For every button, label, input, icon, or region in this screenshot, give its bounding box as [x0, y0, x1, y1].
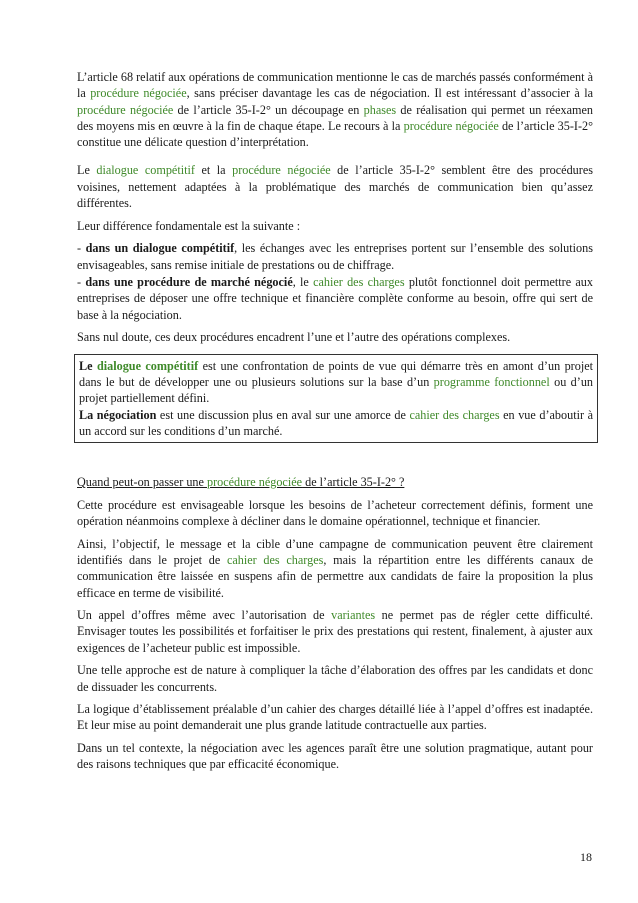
page-content	[77, 69, 593, 779]
text: Un appel d’offres même avec l’autorisation de	[77, 608, 332, 623]
keyword: phases	[363, 102, 397, 117]
comparison-paragraph	[77, 162, 593, 211]
text: Ainsi, l’objectif, le message et la cible d’une campagne de communication peuvent être clairement identifiés dans le projet de	[77, 536, 593, 567]
definition-box	[74, 354, 598, 443]
keyword: procédure négociée	[206, 475, 303, 490]
text: ou d’un projet partiellement défini.	[79, 374, 594, 406]
text: est une discussion plus en aval sur une amorce de	[156, 407, 410, 422]
text: de l’article 35-I-2° ?	[302, 475, 405, 490]
bold-term: Le	[79, 358, 97, 373]
text: de l’article 35-I-2° un découpage en	[173, 102, 364, 117]
keyword: variantes	[331, 608, 376, 623]
keyword: cahier des charges	[313, 275, 405, 290]
difference-intro: Leur différence fondamentale est la suivante :	[77, 218, 301, 233]
keyword: procédure négociée	[403, 118, 499, 133]
bullet-negociee	[77, 274, 593, 323]
dash: -	[77, 241, 86, 256]
keyword: dialogue compétitif	[96, 358, 199, 373]
bold-term: dans une procédure de marché négocié	[85, 275, 293, 290]
bullet-dialogue	[77, 240, 593, 273]
text: est une confrontation de points de vue qui démarre très en amont d’un projet dans le but de développer une ou plusieurs solutions sur la base d’un	[79, 358, 593, 389]
campaign-paragraph	[77, 536, 593, 601]
complex-operations-paragraph: Sans nul doute, ces deux procédures encadrent l’une et l’autre des opérations complexes.	[77, 330, 511, 345]
text: Quand peut-on passer une	[77, 475, 207, 490]
logic-paragraph: La logique d’établissement préalable d’un cahier des charges détaillé liée à l’appel d’offres est inadaptée. Et leur mise au point demanderait une plus grande latitude contractuelle aux parties.	[77, 702, 593, 733]
text: en vue d’aboutir à un accord sur les conditions d’un marché.	[79, 407, 594, 438]
approach-paragraph: Une telle approche est de nature à compliquer la tâche d’élaboration des offres par les candidats et donc de dissuader les concurrents.	[77, 663, 593, 694]
intro-paragraph	[77, 69, 593, 150]
variants-paragraph	[77, 607, 593, 656]
bold-term: dans un dialogue compétitif	[85, 241, 235, 256]
keyword: procédure négociée	[90, 86, 187, 101]
text: , le	[292, 275, 314, 290]
keyword: cahier des charges	[226, 552, 324, 567]
keyword: dialogue compétitif	[96, 163, 195, 178]
box-negociation-definition	[79, 407, 593, 440]
page-number: 18	[580, 850, 592, 864]
keyword: programme fonctionnel	[433, 374, 550, 389]
text: L’article 68 relatif aux opérations de communication mentionne le cas de marchés passés conformément à la	[77, 70, 593, 101]
text: , les échanges avec les entreprises portent sur l’ensemble des solutions envisageables, sans remise initiale de prestations ou de chiffrage.	[77, 241, 593, 272]
text: ne permet pas de régler cette difficulté. Envisager toutes les possibilités et forfaitiser le prix des prestations qui restent, finalement, à ajuster aux exigences de l’acheteur public est impossible.	[77, 608, 594, 655]
bold-term: La négociation	[79, 407, 157, 422]
section-question	[77, 474, 593, 490]
keyword: procédure négociée	[232, 163, 331, 178]
text: plutôt fonctionnel doit permettre aux entreprises de déposer une offre technique et financière complète conforme au besoin, offre qui sert de base à la négociation.	[77, 275, 593, 322]
dash: -	[77, 275, 86, 290]
text: et la	[194, 163, 233, 178]
box-dialogue-definition	[79, 358, 593, 407]
conclusion-paragraph: Dans un tel contexte, la négociation avec les agences paraît être une solution pragmatique, autant pour des raisons techniques que par efficacité économique.	[77, 741, 593, 772]
text: de l’article 35-I-2° constitue une délicate question d’interprétation.	[77, 118, 593, 150]
text: , mais la répartition entre les différents canaux de communication être laissée en suspens afin de permettre aux candidats de faire la proposition la plus efficace en terme de visibilité.	[77, 552, 593, 600]
keyword: procédure négociée	[77, 102, 174, 117]
conditions-paragraph: Cette procédure est envisageable lorsque les besoins de l’acheteur correctement définis, forment une opération néanmoins complexe à décliner dans le domaine opérationnel, technique et financier.	[77, 497, 593, 529]
keyword: cahier des charges	[409, 407, 500, 422]
text: de l’article 35-I-2° semblent être des procédures voisines, nettement adaptées à la problématique des marchés de communication bien qu’assez différentes.	[77, 163, 593, 211]
text: , sans préciser davantage les cas de négociation. Il est intéressant d’associer à la	[186, 86, 594, 101]
text: de réalisation qui permet un réexamen des moyens mis en œuvre à la fin de chaque étape. Le recours à la	[77, 102, 593, 133]
text: Le	[77, 163, 97, 178]
